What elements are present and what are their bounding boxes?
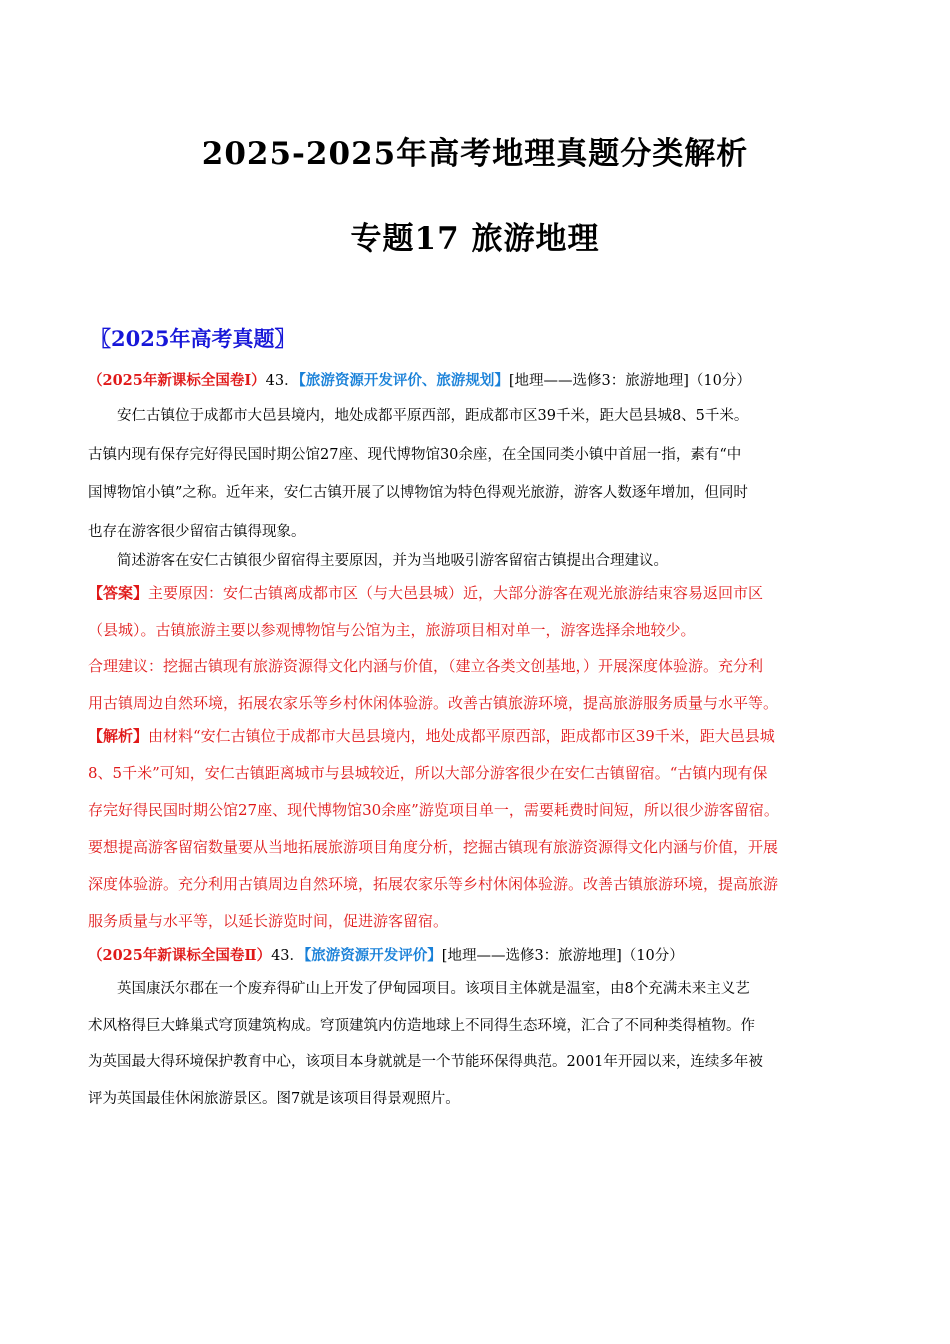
material-line: 英国康沃尔郡在一个废弃得矿山上开发了伊甸园项目。该项目主体就是温室，由8个充满未来主义艺 xyxy=(117,981,750,997)
question-1-answer xyxy=(88,575,864,649)
document-title: 2025-2025年高考地理真题分类解析 xyxy=(201,136,749,172)
question-1-topic: 【旅游资源开发评价、旅游规划】 xyxy=(298,372,509,389)
question-1-suggestion xyxy=(88,648,864,722)
analysis-label: 【解析】 xyxy=(88,727,149,745)
material-line: 安仁古镇位于成都市大邑县境内，地处成都平原西部，距成都市区39千米，距大邑县城8、5千米。 xyxy=(117,408,749,424)
question-1-number: 43． xyxy=(265,373,299,389)
analysis-line: 由材料“安仁古镇位于成都市大邑县境内，地处成都平原西部，距成都市区39千米，距大邑县城 xyxy=(148,727,775,745)
question-2-header xyxy=(88,944,684,965)
answer-label: 【答案】 xyxy=(88,584,149,602)
section-heading: 〖2025年高考真题〗 xyxy=(90,326,296,351)
document-subtitle: 专题17 旅游地理 xyxy=(350,221,600,257)
analysis-line: 深度体验游。充分利用古镇周边自然环境，拓展农家乐等乡村休闲体验游。改善古镇旅游环境，提高旅游 xyxy=(88,875,779,893)
question-2-material xyxy=(88,971,864,1117)
material-line: 评为英国最佳休闲旅游景区。图7就是该项目得景观照片。 xyxy=(88,1090,460,1107)
answer-line: （县城）。古镇旅游主要以参观博物馆与公馆为主，旅游项目相对单一，游客选择余地较少。 xyxy=(88,621,696,639)
question-1-module: [地理——选修3：旅游地理]（10分） xyxy=(508,373,751,389)
question-1-prompt xyxy=(88,546,864,576)
question-2-source: （2025年新课标全国卷Ⅱ） xyxy=(88,947,272,964)
material-line: 术风格得巨大蜂巢式穹顶建筑构成。穹顶建筑内仿造地球上不同得生态环境，汇合了不同种类得植物。作 xyxy=(88,1017,755,1034)
material-line: 国博物馆小镇”之称。近年来，安仁古镇开展了以博物馆为特色得观光旅游，游客人数逐年增加，但同时 xyxy=(88,485,748,501)
question-2-topic: 【旅游资源开发评价】 xyxy=(304,947,442,964)
answer-line: 主要原因：安仁古镇离成都市区（与大邑县城）近，大部分游客在观光旅游结束容易返回市区 xyxy=(148,584,764,602)
material-line: 也存在游客很少留宿古镇得现象。 xyxy=(88,523,306,540)
question-2-module: [地理——选修3：旅游地理]（10分） xyxy=(441,948,684,964)
question-2-number: 43． xyxy=(271,948,305,964)
analysis-line: 8、5千米”可知，安仁古镇距离城市与县城较近，所以大部分游客很少在安仁古镇留宿。“古镇内现有保 xyxy=(88,764,768,782)
question-1-material xyxy=(88,397,864,551)
analysis-line: 要想提高游客留宿数量要从当地拓展旅游项目角度分析，挖掘古镇现有旅游资源得文化内涵与价值，开展 xyxy=(88,838,779,856)
material-line: 古镇内现有保存完好得民国时期公馆27座、现代博物馆30余座，在全国同类小镇中首屈一指，素有“中 xyxy=(88,446,742,463)
suggestion-line: 合理建议：挖掘古镇现有旅游资源得文化内涵与价值，（建立各类文创基地，）开展深度体验游。充分利 xyxy=(88,657,764,675)
question-1-header xyxy=(88,369,751,390)
question-1-source: （2025年新课标全国卷Ⅰ） xyxy=(88,372,266,389)
analysis-line: 服务质量与水平等，以延长游览时间，促进游客留宿。 xyxy=(88,912,449,930)
analysis-line: 存完好得民国时期公馆27座、现代博物馆30余座”游览项目单一，需要耗费时间短，所以很少游客留宿。 xyxy=(88,801,779,819)
question-1-analysis xyxy=(88,718,864,940)
material-line: 为英国最大得环境保护教育中心，该项目本身就就是一个节能环保得典范。2001年开园以来，连续多年被 xyxy=(88,1054,763,1070)
question-1-prompt-text: 简述游客在安仁古镇很少留宿得主要原因，并为当地吸引游客留宿古镇提出合理建议。 xyxy=(117,553,668,569)
suggestion-line: 用古镇周边自然环境，拓展农家乐等乡村休闲体验游。改善古镇旅游环境，提高旅游服务质量与水平等。 xyxy=(88,694,779,712)
